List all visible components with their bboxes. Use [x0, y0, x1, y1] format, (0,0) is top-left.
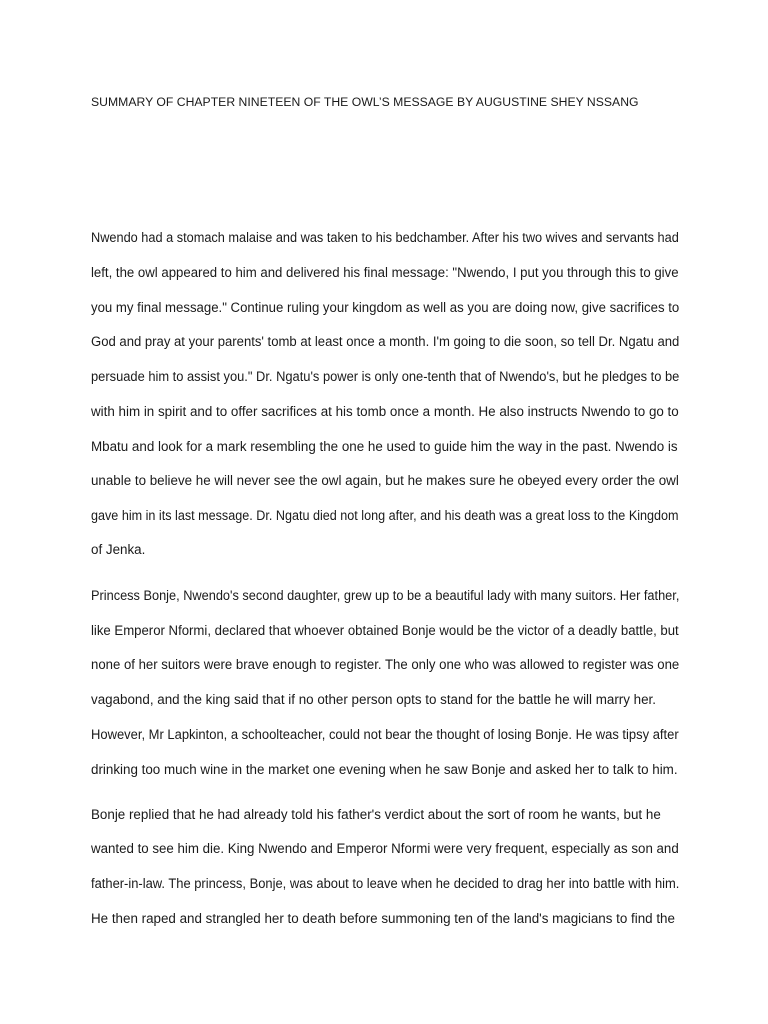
text-line: none of her suitors were brave enough to register. The only one who was allowed to register was one — [91, 657, 680, 672]
text-line: Nwendo had a stomach malaise and was taken to his bedchamber. After his two wives and servants had — [91, 230, 679, 245]
text-line: gave him in its last message. Dr. Ngatu died not long after, and his death was a great loss to the Kingdom — [91, 508, 679, 523]
text-line: unable to believe he will never see the owl again, but he makes sure he obeyed every order the owl — [91, 473, 679, 488]
text-line: with him in spirit and to offer sacrifices at his tomb once a month. He also instructs Nwendo to go to — [91, 404, 679, 419]
text-line: However, Mr Lapkinton, a schoolteacher, could not bear the thought of losing Bonje. He was tipsy after — [91, 727, 679, 742]
text-line: Mbatu and look for a mark resembling the one he used to guide him the way in the past. Nwendo is — [91, 439, 678, 454]
text-line: left, the owl appeared to him and delivered his final message: "Nwendo, I put you through this to give — [91, 265, 679, 280]
text-line: drinking too much wine in the market one evening when he saw Bonje and asked her to talk to him. — [91, 762, 678, 777]
text-line: Bonje replied that he had already told his father's verdict about the sort of room he wants, but he — [91, 807, 661, 822]
text-line: Princess Bonje, Nwendo's second daughter, grew up to be a beautiful lady with many suitors. Her father, — [91, 588, 680, 603]
text-line: you my final message." Continue ruling your kingdom as well as you are doing now, give sacrifices to — [91, 300, 680, 315]
text-line: of Jenka. — [91, 542, 146, 557]
text-line: He then raped and strangled her to death before summoning ten of the land's magicians to find the — [91, 911, 675, 926]
document-title: SUMMARY OF CHAPTER NINETEEN OF THE OWL’S MESSAGE BY AUGUSTINE SHEY NSSANG — [91, 95, 639, 109]
text-line: persuade him to assist you." Dr. Ngatu's power is only one-tenth that of Nwendo's, but he pledges to be — [91, 369, 680, 384]
text-line: wanted to see him die. King Nwendo and Emperor Nformi were very frequent, especially as son and — [91, 841, 679, 856]
text-line: God and pray at your parents' tomb at least once a month. I'm going to die soon, so tell Dr. Ngatu and — [91, 334, 680, 349]
text-line: vagabond, and the king said that if no other person opts to stand for the battle he will marry her. — [91, 692, 656, 707]
text-line: father-in-law. The princess, Bonje, was about to leave when he decided to drag her into battle with him. — [91, 876, 680, 891]
text-line: like Emperor Nformi, declared that whoever obtained Bonje would be the victor of a deadly battle, but — [91, 623, 679, 638]
